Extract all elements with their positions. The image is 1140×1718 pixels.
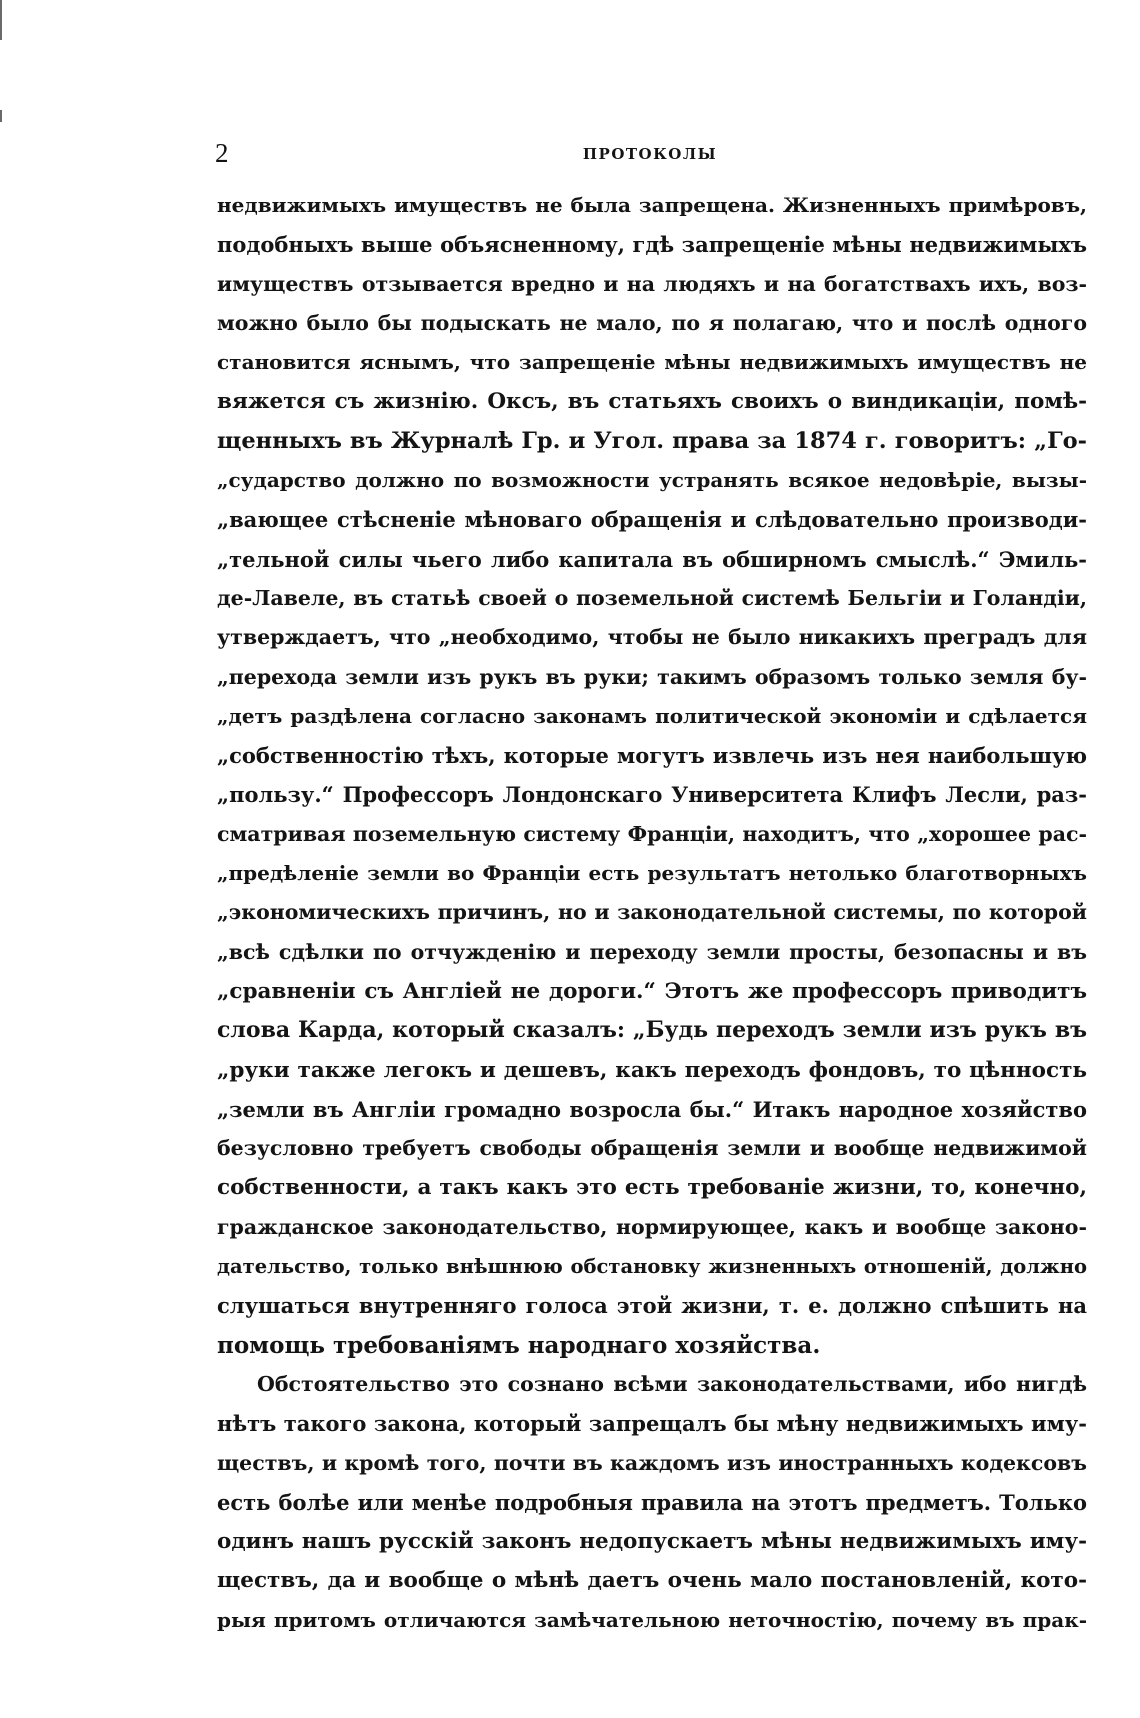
text-line: „сударство должно по возможности устранять всякое недовѣріе, вызы- xyxy=(217,468,1087,493)
scan-edge-mark xyxy=(0,110,2,122)
text-line: щенныхъ въ Журналѣ Гр. и Угол. права за 1874 г. говоритъ: „Го- xyxy=(217,427,1087,454)
text-line: помощь требованіямъ народнаго хозяйства. xyxy=(217,1331,821,1359)
text-line: „всѣ сдѣлки по отчужденію и переходу земли просты, безопасны и въ xyxy=(217,939,1087,964)
text-line: нѣтъ такого закона, который запрещалъ бы мѣну недвижимыхъ иму- xyxy=(217,1411,1087,1437)
scan-edge-mark xyxy=(0,0,2,40)
paragraph xyxy=(217,1365,1087,1640)
text-line: „собственностію тѣхъ, которые могутъ извлечь изъ нея наибольшую xyxy=(217,743,1087,769)
text-line: собственности, а такъ какъ это есть требованіе жизни, то, конечно, xyxy=(217,1175,1087,1201)
text-line: недвижимыхъ имуществъ не была запрещена. Жизненныхъ примѣровъ, xyxy=(217,193,1087,217)
running-title: ПРОТОКОЛЫ xyxy=(582,145,718,163)
text-line: рыя притомъ отличаются замѣчательною неточностію, почему въ прак- xyxy=(217,1607,1087,1632)
text-line: утверждаетъ, что „необходимо, чтобы не было никакихъ преградъ для xyxy=(217,625,1087,650)
text-line: слушаться внутренняго голоса этой жизни, т. е. должно спѣшить на xyxy=(217,1293,1087,1319)
text-line: „вающее стѣсненіе мѣноваго обращенія и слѣдовательно производи- xyxy=(217,507,1087,533)
text-line: сматривая поземельную систему Франціи, находитъ, что „хорошее рас- xyxy=(217,821,1087,846)
text-line: можно было бы подыскать не мало, по я полагаю, что и послѣ одного xyxy=(217,310,1087,335)
text-line: ществъ, и кромѣ того, почти въ каждомъ изъ иностранныхъ кодексовъ xyxy=(217,1450,1087,1475)
text-line: „предѣленіе земли во Франціи есть результатъ нетолько благотворныхъ xyxy=(217,861,1087,886)
text-line: „детъ раздѣлена согласно законамъ политической экономіи и сдѣлается xyxy=(217,703,1087,728)
text-line: становится яснымъ, что запрещеніе мѣны недвижимыхъ имуществъ не xyxy=(217,350,1087,375)
text-line: безусловно требуетъ свободы обращенія земли и вообще недвижимой xyxy=(217,1136,1087,1161)
page-number: 2 xyxy=(215,138,229,168)
text-line: „тельной силы чьего либо капитала въ обширномъ смыслѣ.“ Эмиль- xyxy=(217,546,1087,572)
text-line: „сравненіи съ Англіей не дороги.“ Этотъ же профессоръ приводитъ xyxy=(217,978,1087,1004)
text-line: Обстоятельство это сознано всѣми законодательствами, ибо нигдѣ xyxy=(257,1371,1087,1396)
body-text xyxy=(217,186,1087,1640)
text-line: есть болѣе или менѣе подробныя правила на этотъ предметъ. Только xyxy=(217,1489,1087,1515)
text-line: „экономическихъ причинъ, но и законодательной системы, по которой xyxy=(217,900,1087,925)
text-line: слова Карда, который сказалъ: „Будь переходъ земли изъ рукъ въ xyxy=(217,1017,1087,1044)
text-line: подобныхъ выше объясненному, гдѣ запрещеніе мѣны недвижимыхъ xyxy=(217,232,1087,258)
text-line: гражданское законодательство, нормирующее, какъ и вообще законо- xyxy=(217,1214,1087,1239)
running-head xyxy=(215,135,1085,175)
text-line: „земли въ Англіи громадно возросла бы.“ Итакъ народное хозяйство xyxy=(217,1096,1087,1122)
text-line: „перехода земли изъ рукъ въ руки; такимъ образомъ только земля бу- xyxy=(217,664,1087,689)
text-line: „пользу.“ Профессоръ Лондонскаго Университета Клифъ Лесли, раз- xyxy=(217,782,1087,808)
text-line: имуществъ отзывается вредно и на людяхъ и на богатствахъ ихъ, воз- xyxy=(217,271,1087,296)
paragraph xyxy=(217,186,1087,1365)
text-line: дательство, только внѣшнюю обстановку жизненныхъ отношеній, должно xyxy=(217,1255,1087,1279)
text-line: ществъ, да и вообще о мѣнѣ даетъ очень мало постановленій, кото- xyxy=(217,1568,1087,1594)
text-line: де-Лавеле, въ статьѣ своей о поземельной системѣ Бельгіи и Голандіи, xyxy=(217,585,1087,610)
text-line: „руки также легокъ и дешевъ, какъ переходъ фондовъ, то цѣнность xyxy=(217,1057,1087,1083)
text-line: одинъ нашъ русскій законъ недопускаетъ мѣны недвижимыхъ иму- xyxy=(217,1529,1087,1555)
text-line: вяжется съ жизнію. Оксъ, въ статьяхъ своихъ о виндикаціи, помѣ- xyxy=(217,389,1087,415)
